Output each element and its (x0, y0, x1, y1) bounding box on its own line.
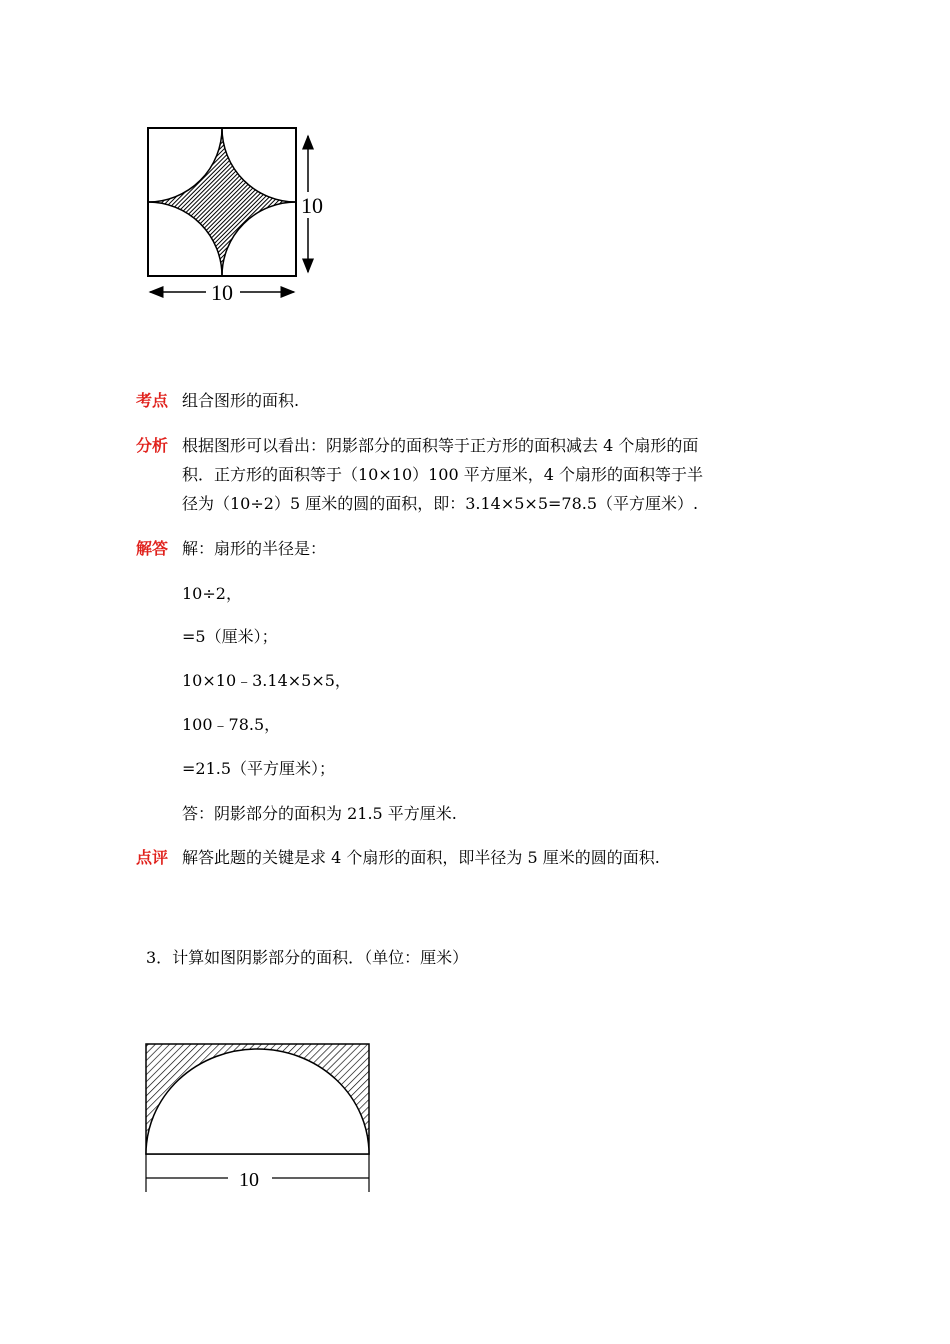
jieda-step-3: 10×10﹣3.14×5×5， (182, 671, 351, 690)
jieda-step-5: =21.5（平方厘米）； (182, 759, 336, 778)
question-3-text: 3．计算如图阴影部分的面积．（单位：厘米） (146, 948, 469, 967)
width-label: 10 (211, 280, 233, 305)
jieda-tag: 解答 (136, 539, 169, 558)
kaodian-text: 组合图形的面积. (182, 391, 300, 410)
height-label: 10 (301, 193, 323, 218)
jieda-step-1: 10÷2， (182, 584, 242, 603)
square-quarter-circles-figure (140, 122, 340, 307)
dianping-tag: 点评 (136, 848, 169, 867)
rectangle-semicircle-figure (140, 1038, 380, 1198)
fenxi-tag: 分析 (136, 436, 169, 455)
jieda-step-4: 100﹣78.5， (182, 715, 281, 734)
dianping-text: 解答此题的关键是求 4 个扇形的面积，即半径为 5 厘米的圆的面积. (182, 848, 660, 867)
kaodian-tag: 考点 (136, 391, 169, 410)
width-label: 10 (239, 1169, 259, 1191)
fenxi-line-3: 径为（10÷2）5 厘米的圆的面积，即：3.14×5×5=78.5（平方厘米）. (182, 494, 699, 513)
jieda-step-2: =5（厘米）； (182, 627, 278, 646)
jieda-answer: 答：阴影部分的面积为 21.5 平方厘米. (182, 804, 457, 823)
fenxi-line-1: 根据图形可以看出：阴影部分的面积等于正方形的面积减去 4 个扇形的面 (182, 436, 699, 455)
fenxi-line-2: 积．正方形的面积等于（10×10）100 平方厘米，4 个扇形的面积等于半 (182, 465, 704, 484)
jieda-intro: 解：扇形的半径是： (182, 539, 327, 558)
